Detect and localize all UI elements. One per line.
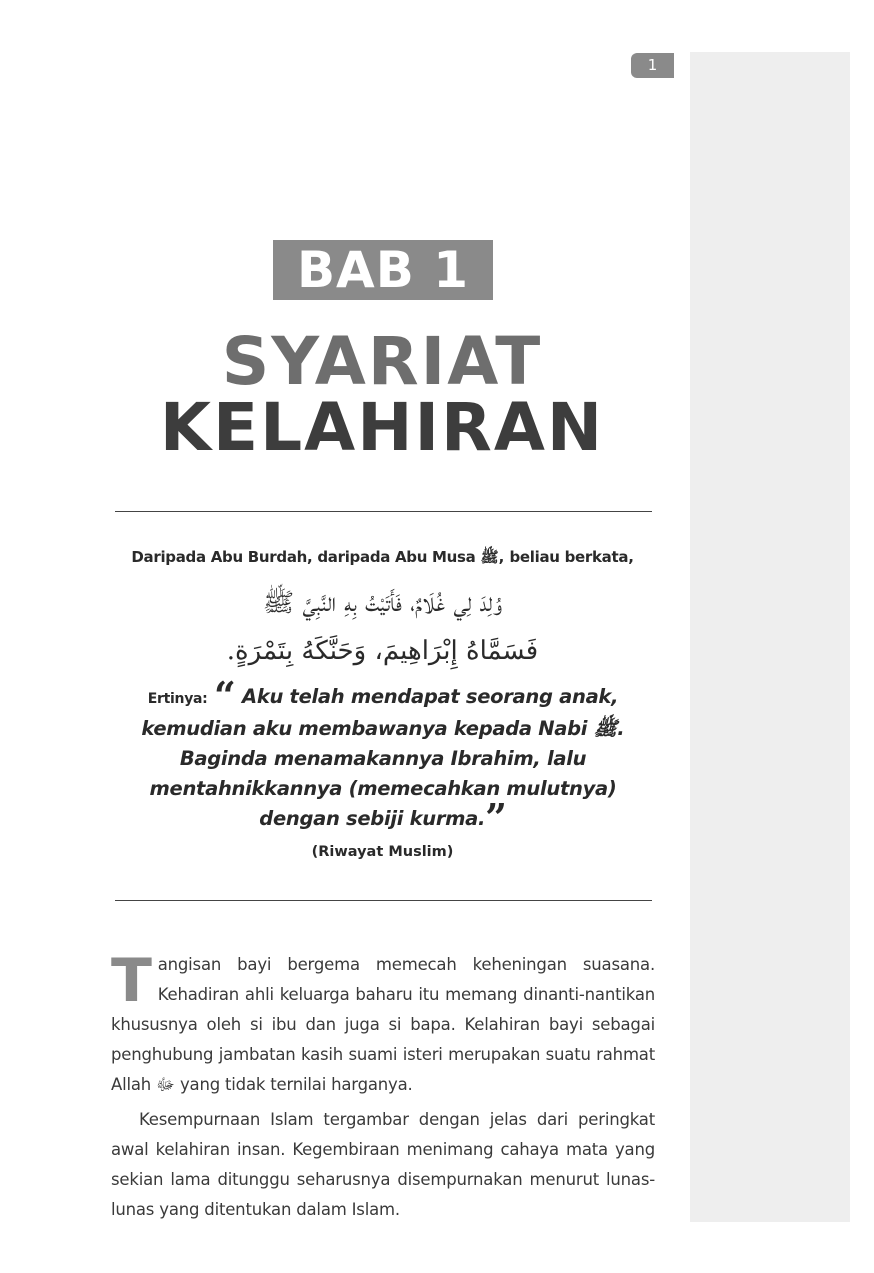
bottom-divider xyxy=(115,900,652,901)
paragraph-1-text: angisan bayi bergema memecah keheningan suasana. Kehadiran ahli keluarga baharu itu memang dinanti-nantikan khususnya oleh si ibu dan juga si bapa. Kelahiran bayi sebagai penghubung jambatan kasih suami isteri merupakan suatu rahmat Allah ﷻ yang tidak ternilai harganya. xyxy=(111,955,655,1094)
arabic-text-line1: وُلِدَ لِي غُلَامٌ، فَأَتَيْتُ بِهِ النَّبِيَّ ﷺ xyxy=(262,588,503,618)
chapter-title-line1: SYARIAT xyxy=(221,323,543,400)
hadith-narration: Daripada Abu Burdah, daripada Abu Musa ﷺ, beliau berkata, xyxy=(131,548,634,566)
hadith-translation xyxy=(118,673,648,840)
translation-label: Ertinya: xyxy=(147,691,208,707)
open-quote-mark: “ xyxy=(213,673,236,718)
drop-cap: T xyxy=(111,946,152,1016)
chapter-label: BAB 1 xyxy=(273,240,493,300)
chapter-title-line2: KELAHIRAN xyxy=(159,389,605,466)
arabic-text-line2: فَسَمَّاهُ إِبْرَاهِيمَ، وَحَنَّكَهُ بِتَمْرَةٍ. xyxy=(226,636,539,666)
close-quote-mark: ” xyxy=(485,795,507,840)
paragraph-2: Kesempurnaan Islam tergambar dengan jelas dari peringkat awal kelahiran insan. Kegembiraan menimang cahaya mata yang sekian lama ditunggu seharusnya disempurnakan menurut lunas-lunas yang ditentukan dalam Islam. xyxy=(111,1110,655,1219)
top-divider xyxy=(115,511,652,512)
paragraph-1 xyxy=(111,946,655,1100)
translation-text: Aku telah mendapat seorang anak, kemudian aku membawanya kepada Nabi ﷺ. Baginda menamakannya Ibrahim, lalu mentahnikkannya (memecahkan mulutnya) dengan sebiji kurma. xyxy=(141,685,625,830)
hadith-source: (Riwayat Muslim) xyxy=(311,844,454,860)
side-margin-panel xyxy=(690,52,850,1222)
page-number-tab: 1 xyxy=(631,53,674,78)
